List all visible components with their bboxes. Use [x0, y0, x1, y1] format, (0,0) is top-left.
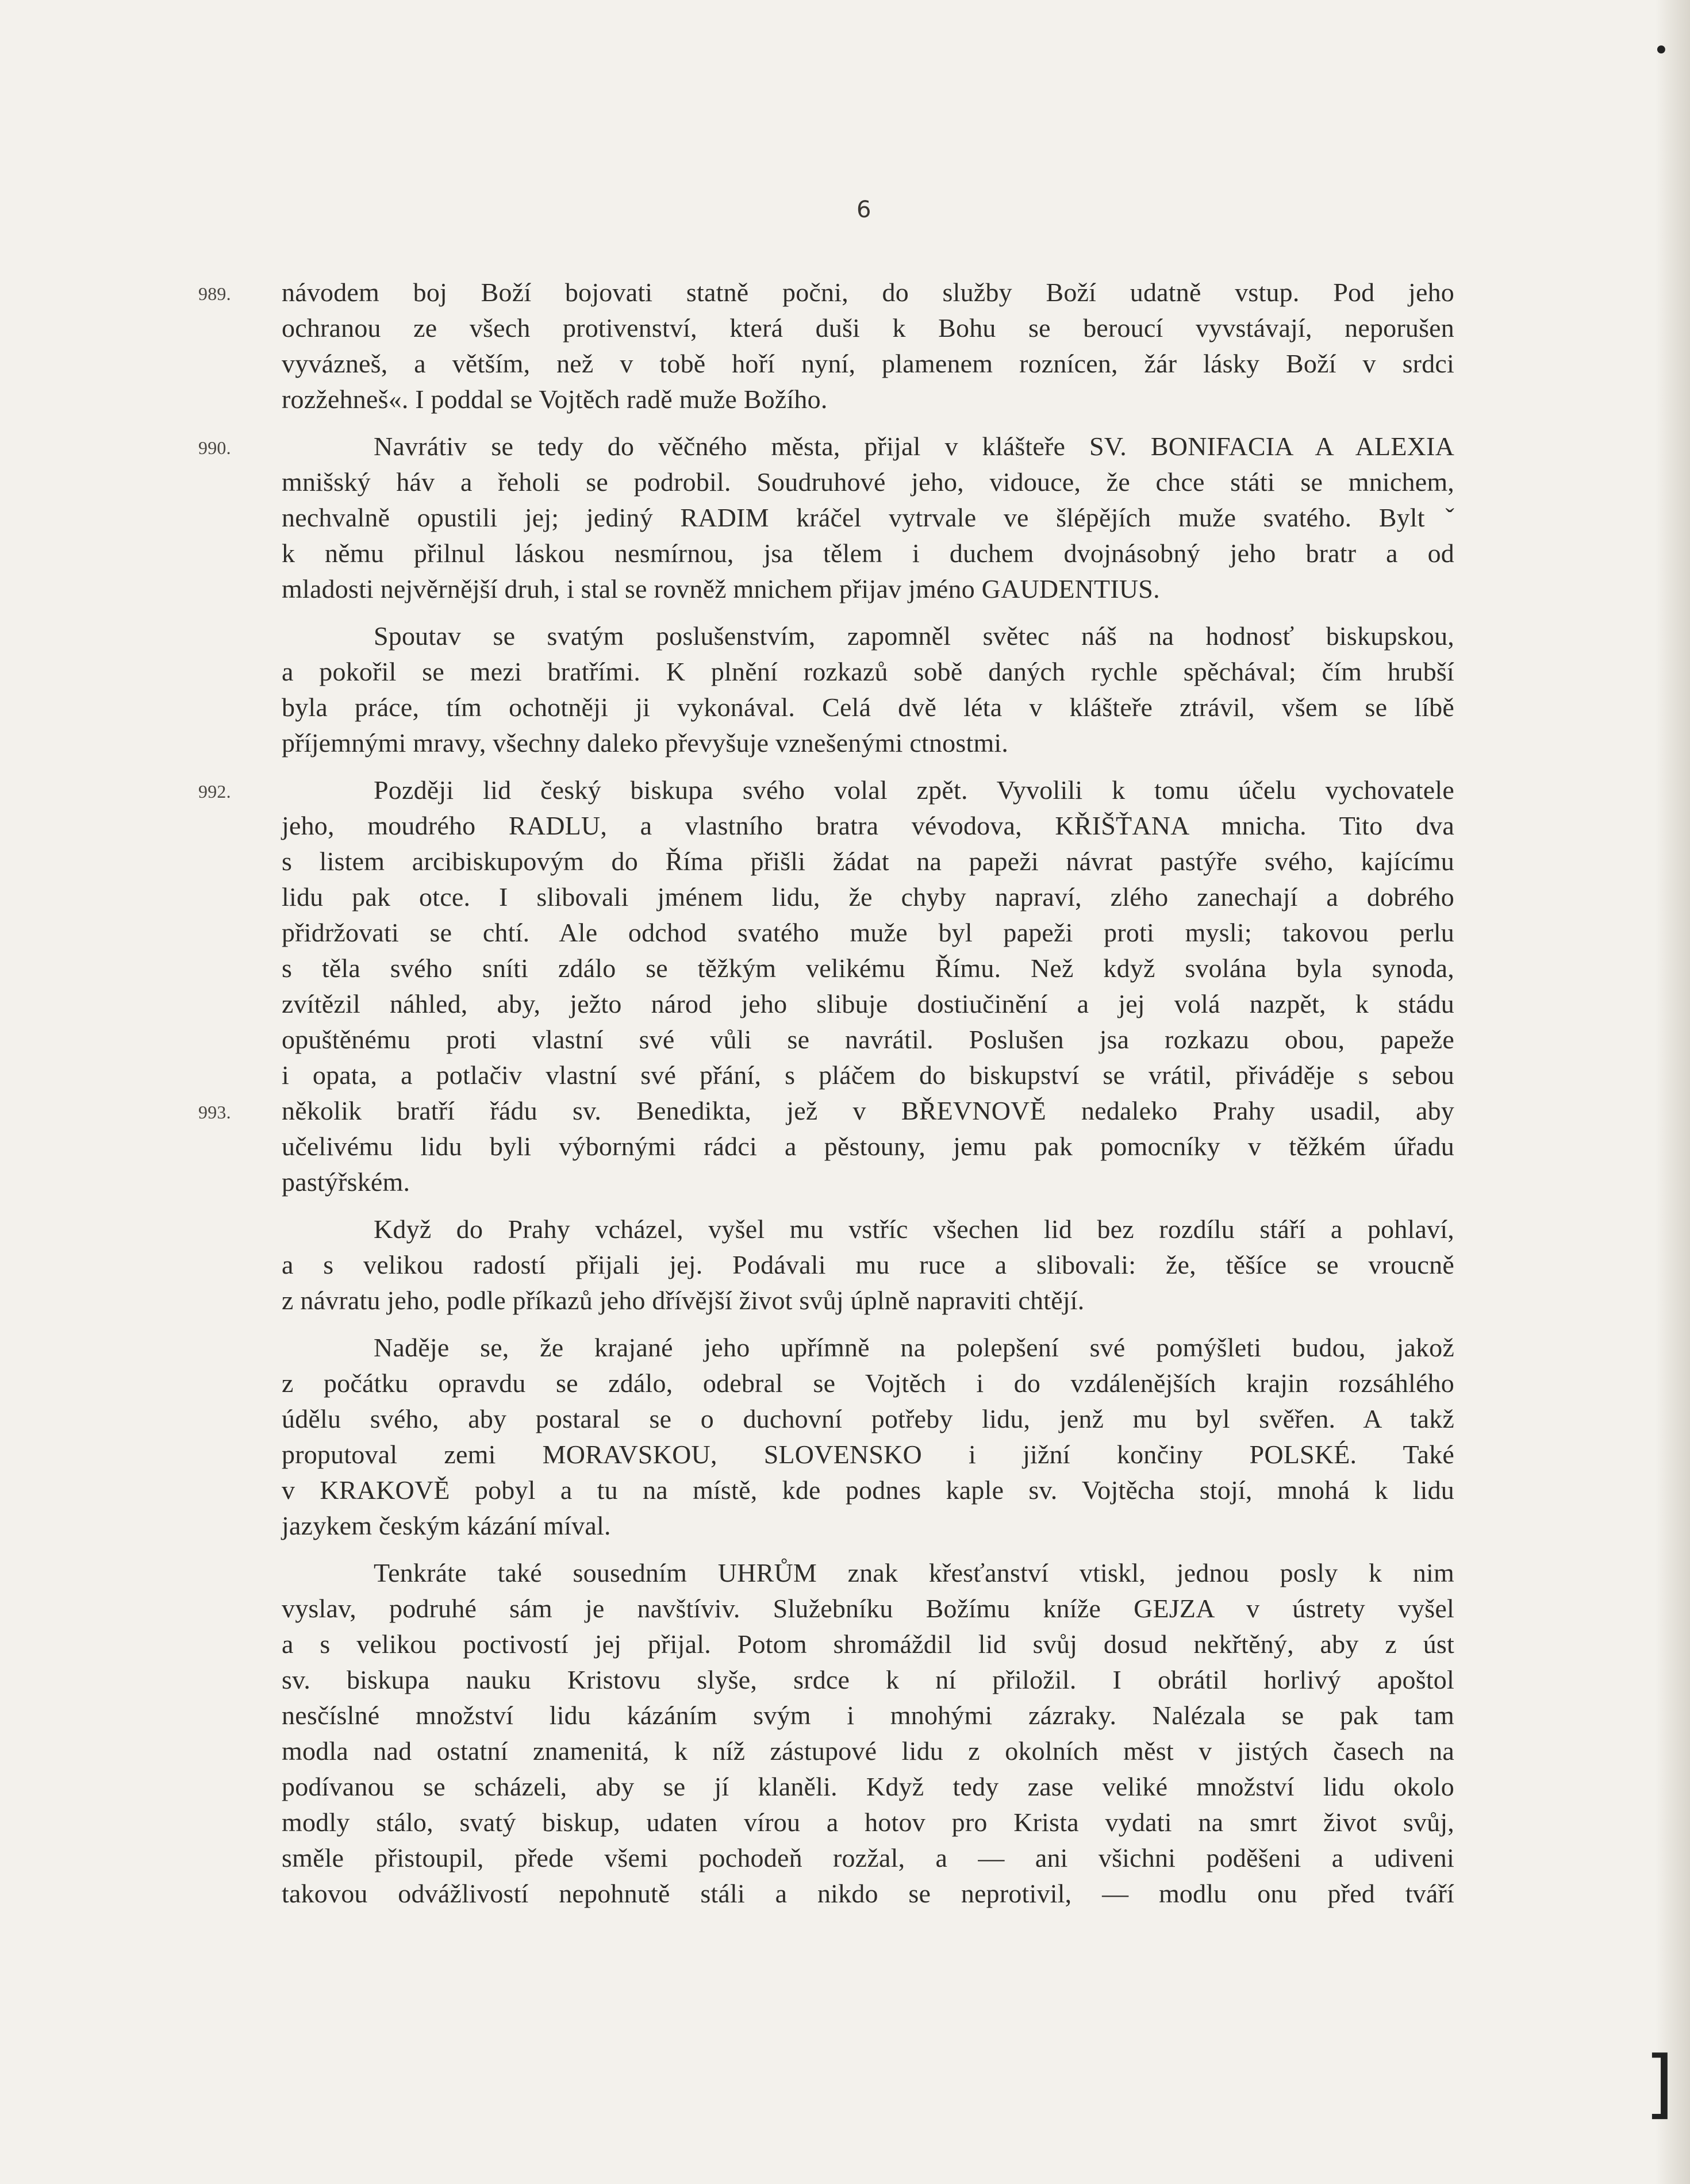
text-line	[198, 275, 1454, 310]
line-text: a s velikou radostí přijali jej. Podávali mu ruce a slibovali: že, těšíce se vroucně	[282, 1250, 1454, 1279]
line-text: opuštěnému proti vlastní své vůli se navrátil. Poslušen jsa rozkazu obou, papeže	[282, 1025, 1454, 1054]
text-line	[282, 1472, 1454, 1508]
line-text: vyvázneš, a větším, než v tobě hoří nyní, plamenem roznícen, žár lásky Boží v srdci	[282, 349, 1454, 378]
line-text: k němu přilnul láskou nesmírnou, jsa tělem i duchem dvojnásobný jeho bratr a od	[282, 539, 1454, 568]
text-line	[282, 1247, 1454, 1283]
margin-year: 990.	[198, 437, 231, 458]
line-text: několik bratří řádu sv. Benedikta, jež v BŘEVNOVĚ nedaleko Prahy usadil, aby	[282, 1096, 1454, 1125]
text-line	[282, 310, 1454, 346]
line-text: a pokořil se mezi bratřími. K plnění rozkazů sobě daných rychle spěchával; čím hrubší	[282, 657, 1454, 686]
line-text: směle přistoupil, přede všemi pochodeň rozžal, a — ani všichni poděšeni a udiveni	[282, 1843, 1454, 1872]
text-line	[282, 571, 1454, 607]
text-line	[282, 690, 1454, 725]
text-line	[282, 1283, 1454, 1318]
text-line	[282, 844, 1454, 879]
line-text: Navrátiv se tedy do věčného města, přijal v klášteře SV. BONIFACIA A ALEXIA	[374, 432, 1454, 461]
text-line	[282, 1733, 1454, 1769]
line-text: sv. biskupa nauku Kristovu slyše, srdce k ní přiložil. I obrátil horlivý apoštol	[282, 1665, 1454, 1694]
text-line	[282, 1555, 1454, 1591]
text-line	[282, 915, 1454, 951]
text-line	[282, 808, 1454, 844]
line-text: s těla svého sníti zdálo se těžkým velikému Římu. Než když svolána byla synoda,	[282, 953, 1454, 983]
edge-mark-bottom: ]	[1645, 2040, 1674, 2127]
text-line	[282, 1164, 1454, 1200]
line-text: s listem arcibiskupovým do Říma přišli žádat na papeži návrat pastýře svého, kajícímu	[282, 847, 1454, 876]
edge-mark-top: •	[1653, 34, 1669, 67]
text-line	[282, 464, 1454, 500]
margin-year: 992.	[198, 781, 231, 802]
line-text: Tenkráte také sousedním UHRŮM znak křesťanství vtiskl, jednou posly k nim	[374, 1558, 1454, 1587]
line-text: mladosti nejvěrnější druh, i stal se rovněž mnichem přijav jméno GAUDENTIUS.	[282, 574, 1160, 603]
text-line	[282, 1662, 1454, 1698]
line-text: rozžehneš«. I poddal se Vojtěch radě muže Božího.	[282, 384, 828, 414]
line-text: z návratu jeho, podle příkazů jeho dřívější život svůj úplně napraviti chtějí.	[282, 1286, 1085, 1315]
line-text: v KRAKOVĚ pobyl a tu na místě, kde podnes kaple sv. Vojtěcha stojí, mnohá k lidu	[282, 1475, 1454, 1505]
text-line	[198, 1093, 1454, 1129]
line-text: mnišský háv a řeholi se podrobil. Soudruhové jeho, vidouce, že chce státi se mnichem,	[282, 467, 1454, 497]
line-text: údělu svého, aby postaral se o duchovní potřeby lidu, jenž mu byl svěřen. A takž	[282, 1404, 1454, 1433]
text-line	[282, 1508, 1454, 1544]
line-text: přidržovati se chtí. Ale odchod svatého muže byl papeži proti mysli; takovou perlu	[282, 918, 1454, 947]
text-line	[282, 1805, 1454, 1840]
page-edge-shadow	[1656, 0, 1690, 2184]
line-text: Naděje se, že krajané jeho upřímně na polepšení své pomýšleti budou, jakož	[374, 1333, 1454, 1362]
text-line	[282, 951, 1454, 986]
text-body	[198, 275, 1454, 1912]
line-text: podívanou se scházeli, aby se jí klaněli. Když tedy zase veliké množství lidu okolo	[282, 1772, 1454, 1801]
text-line	[282, 1591, 1454, 1627]
line-text: učelivému lidu byli výbornými rádci a pěstouny, jemu pak pomocníky v těžkém úřadu	[282, 1132, 1454, 1161]
line-text: vyslav, podruhé sám je navštíviv. Služebníku Božímu kníže GEJZA v ústrety vyšel	[282, 1594, 1454, 1623]
text-line	[282, 1366, 1454, 1401]
line-text: jeho, moudrého RADLU, a vlastního bratra vévodova, KŘIŠŤANA mnicha. Tito dva	[282, 811, 1454, 840]
text-line	[282, 1129, 1454, 1164]
text-line	[282, 346, 1454, 382]
text-line	[282, 1058, 1454, 1093]
line-text: i opata, a potlačiv vlastní své přání, s pláčem do biskupství se vrátil, přiváděje s sebou	[282, 1060, 1454, 1090]
text-line	[282, 618, 1454, 654]
text-line	[282, 1212, 1454, 1247]
text-line	[282, 1769, 1454, 1805]
text-line	[282, 1401, 1454, 1437]
line-text: nechvalně opustili jej; jediný RADIM kráčel vytrvale ve šlépějích muže svatého. Byltˇ	[282, 503, 1454, 532]
text-line	[282, 1698, 1454, 1733]
line-text: a s velikou poctivostí jej přijal. Potom shromáždil lid svůj dosud nekřtěný, aby z úst	[282, 1629, 1454, 1659]
text-line	[282, 986, 1454, 1022]
text-line	[282, 1437, 1454, 1472]
line-text: modly stálo, svatý biskup, udaten vírou a hotov pro Krista vydati na smrt život svůj,	[282, 1808, 1454, 1837]
line-text: příjemnými mravy, všechny daleko převyšuje vznešenými ctnostmi.	[282, 728, 1009, 758]
margin-year: 993.	[198, 1102, 231, 1122]
line-text: takovou odvážlivostí nepohnutě stáli a nikdo se neprotivil, — modlu onu před tváří	[282, 1879, 1454, 1908]
line-text: byla práce, tím ochotněji ji vykonával. Celá dvě léta v klášteře ztrávil, všem se líbě	[282, 693, 1454, 722]
line-text: Později lid český biskupa svého volal zpět. Vyvolili k tomu účelu vychovatele	[374, 775, 1454, 805]
text-line	[282, 1627, 1454, 1662]
text-line	[282, 725, 1454, 761]
line-text: ochranou ze všech protivenství, která duši k Bohu se beroucí vyvstávají, neporušen	[282, 313, 1454, 343]
text-line	[282, 654, 1454, 690]
text-line	[282, 879, 1454, 915]
text-line	[282, 536, 1454, 571]
text-line	[282, 1330, 1454, 1366]
text-line	[198, 429, 1454, 464]
line-text: lidu pak otce. I slibovali jménem lidu, že chyby napraví, zlého zanechají a dobrého	[282, 882, 1454, 912]
text-line	[282, 382, 1454, 417]
text-line	[198, 772, 1454, 808]
line-text: Když do Prahy vcházel, vyšel mu vstříc všechen lid bez rozdílu stáří a pohlaví,	[374, 1214, 1454, 1244]
text-line	[282, 1022, 1454, 1058]
line-text: Spoutav se svatým poslušenstvím, zapomněl světec náš na hodnosť biskupskou,	[374, 621, 1454, 651]
line-text: zvítězil náhled, aby, ježto národ jeho slibuje dostiučinění a jej volá nazpět, k stádu	[282, 989, 1454, 1018]
line-text: z počátku opravdu se zdálo, odebral se Vojtěch i do vzdálenějších krajin rozsáhlého	[282, 1368, 1454, 1398]
line-text: pastýřském.	[282, 1167, 410, 1197]
line-text: jazykem českým kázání míval.	[282, 1511, 611, 1540]
margin-year: 989.	[198, 283, 231, 304]
page-number: 6	[856, 197, 871, 223]
line-text: návodem boj Boží bojovati statně počni, do služby Boží udatně vstup. Pod jeho	[282, 278, 1454, 307]
line-text: modla nad ostatní znamenitá, k níž zástupové lidu z okolních měst v jistých časech na	[282, 1736, 1454, 1766]
line-text: nesčíslné množství lidu kázáním svým i mnohými zázraky. Nalézala se pak tam	[282, 1701, 1454, 1730]
text-line	[282, 1840, 1454, 1876]
text-line	[282, 1876, 1454, 1912]
text-line	[282, 500, 1454, 536]
line-text: proputoval zemi MORAVSKOU, SLOVENSKO i jižní končiny POLSKÉ. Také	[282, 1440, 1454, 1469]
